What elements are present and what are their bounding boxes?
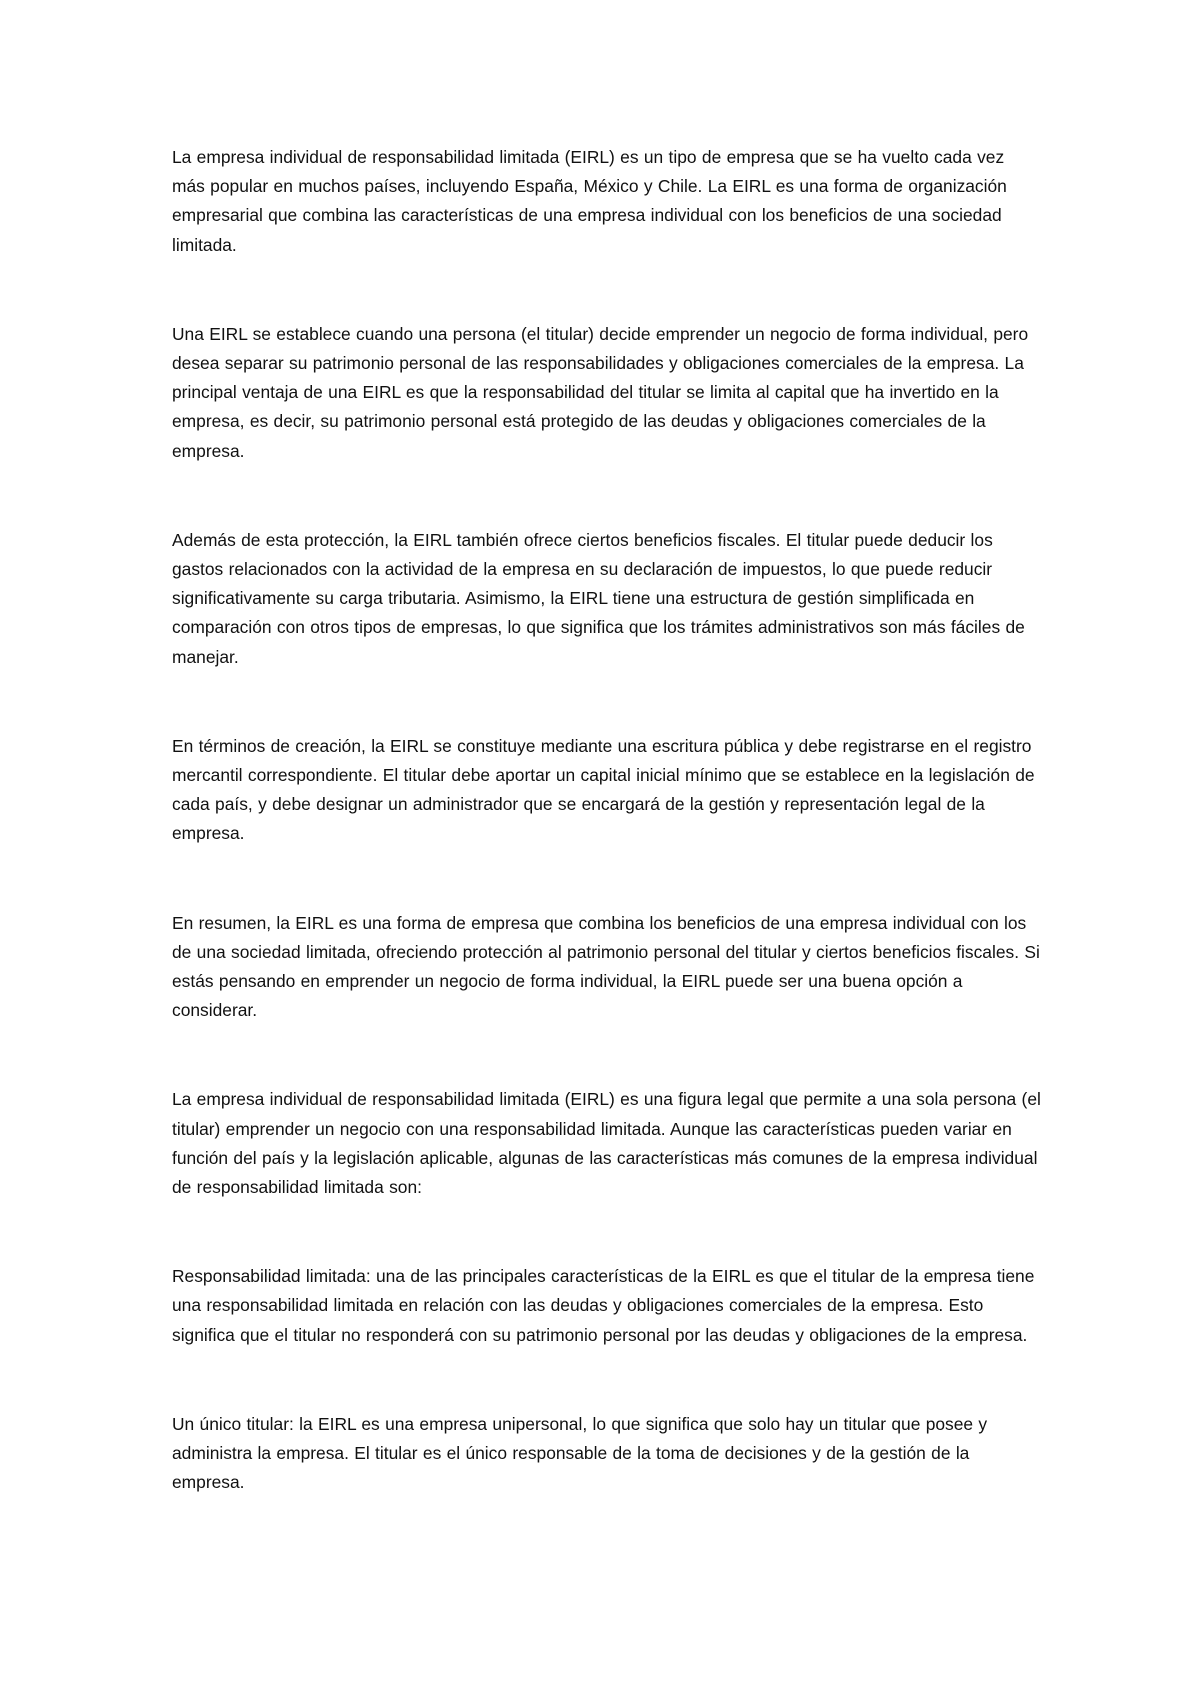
- paragraph-limited-liability: Responsabilidad limitada: una de las principales características de la EIRL es que el titular de la empresa tiene una responsabilidad limitada en relación con las deudas y obligaciones comerciales de la empresa. Esto significa que el titular no responderá con su patrimonio personal por las deudas y obligaciones de la empresa.: [172, 1266, 1035, 1345]
- paragraph-single-owner: Un único titular: la EIRL es una empresa unipersonal, lo que significa que solo hay un titular que posee y administra la empresa. El titular es el único responsable de la toma de decisiones y de la gestión de la empresa.: [172, 1413, 988, 1493]
- paragraph-intro: La empresa individual de responsabilidad limitada (EIRL) es un tipo de empresa que se ha vuelto cada vez más popular en muchos países, incluyendo España, México y Chile. La EIRL es una forma de organización empresarial que combina las características de una empresa individual con los beneficios de una sociedad limitada.: [172, 147, 1007, 255]
- paragraph-creation: En términos de creación, la EIRL se constituye mediante una escritura pública y debe registrarse en el registro mercantil correspondiente. El titular debe aportar un capital inicial mínimo que se establece en la legislación de cada país, y debe designar un administrador que se encargará de la gestión y representación legal de la empresa.: [172, 735, 1035, 844]
- paragraph-characteristics-intro: La empresa individual de responsabilidad limitada (EIRL) es una figura legal que permite a una sola persona (el titular) emprender un negocio con una responsabilidad limitada. Aunque las características pueden variar en función del país y la legislación aplicable, algunas de las características más comunes de la empresa individual de responsabilidad limitada son:: [172, 1089, 1041, 1198]
- paragraph-tax-benefits: Además de esta protección, la EIRL también ofrece ciertos beneficios fiscales. El titular puede deducir los gastos relacionados con la actividad de la empresa en su declaración de impuestos, lo que puede reducir significativamente su carga tributaria. Asimismo, la EIRL tiene una estructura de gestión simplificada en comparación con otros tipos de empresas, lo que significa que los trámites administrativos son más fáciles de manejar.: [172, 529, 1025, 667]
- document-body: [172, 143, 1042, 1558]
- paragraph-establishment: Una EIRL se establece cuando una persona (el titular) decide emprender un negocio de forma individual, pero desea separar su patrimonio personal de las responsabilidades y obligaciones comerciales de la empresa. La principal ventaja de una EIRL es que la responsabilidad del titular se limita al capital que ha invertido en la empresa, es decir, su patrimonio personal está protegido de las deudas y obligaciones comerciales de la empresa.: [172, 323, 1029, 461]
- paragraph-summary: En resumen, la EIRL es una forma de empresa que combina los beneficios de una empresa individual con los de una sociedad limitada, ofreciendo protección al patrimonio personal del titular y ciertos beneficios fiscales. Si estás pensando en emprender un negocio de forma individual, la EIRL puede ser una buena opción a considerar.: [172, 912, 1040, 1021]
